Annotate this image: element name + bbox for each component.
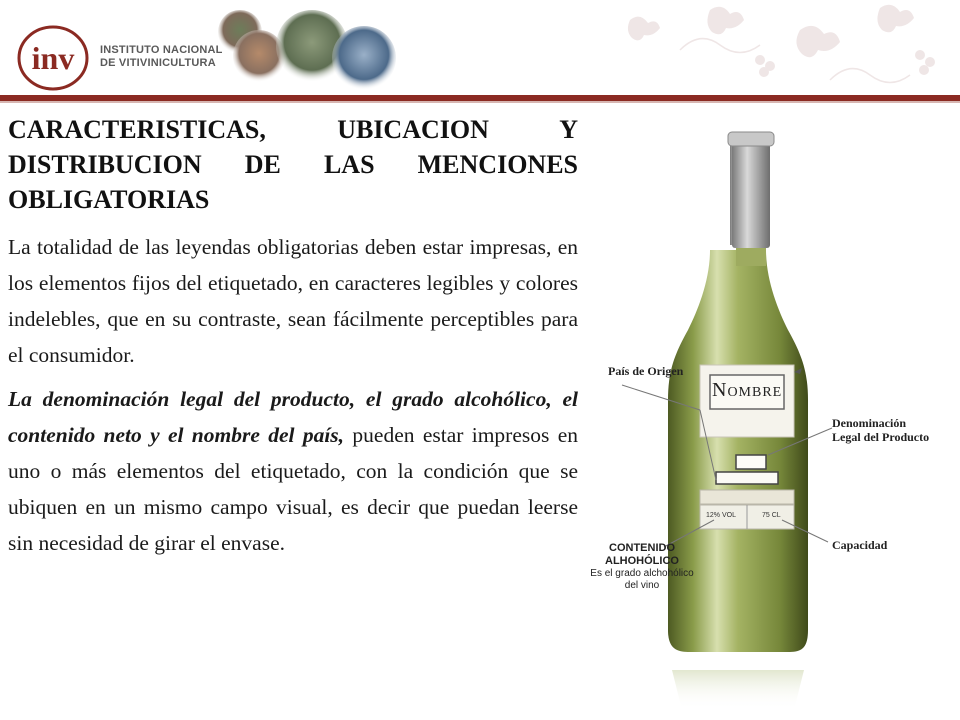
header (0, 0, 960, 100)
label-legal-denomination (832, 416, 929, 444)
bottle-band (716, 472, 778, 484)
alcohol-line1: CONTENIDO (609, 542, 675, 554)
paragraph-text: pueden estar impresos en uno o más elementos del etiquetado, con la condición que se ubiquen en un mismo campo visual, es decir que puedan leerse sin necesidad de girar el envase. (8, 423, 578, 555)
bottle-lower-label (700, 490, 794, 504)
bottle-volume-text: 75 CL (762, 512, 781, 519)
paragraph-visual-field (8, 381, 578, 561)
vineyard-photo-collage (214, 6, 404, 92)
vine-leaf-pattern (380, 0, 960, 95)
inv-logo (16, 24, 90, 92)
alcohol-line2: ALHOHÓLICO (605, 555, 679, 567)
bottle-name-text: Nombre (712, 379, 783, 401)
denomination-line2: Legal del Producto (832, 430, 930, 444)
org-name-line2: DE VITIVINICULTURA (100, 57, 216, 69)
alcohol-line3: Es el grado alchohólico (590, 568, 694, 579)
label-alcohol-content (590, 542, 694, 592)
wine-bottle-label-diagram (586, 110, 960, 720)
bottle-denomination-box (736, 455, 766, 469)
paragraph-emphasis: La denominación legal del producto, el grado alcohólico, el contenido neto y el nombre del país, (8, 387, 578, 447)
organization-name (100, 44, 223, 70)
denomination-line1: Denominación (832, 416, 907, 430)
header-rule-shadow (0, 101, 960, 103)
label-capacity: Capacidad (832, 538, 888, 552)
page-title: CARACTERISTICAS, UBICACION Y DISTRIBUCION DE LAS MENCIONES OBLIGATORIAS (8, 115, 578, 214)
main-content (8, 112, 578, 561)
bottle-capsule (732, 138, 770, 248)
org-name-line1: INSTITUTO NACIONAL (100, 44, 223, 56)
paragraph-legibility: La totalidad de las leyendas obligatorias deben estar impresas, en los elementos fijos del etiquetado, en caracteres legibles y colores indelebles, que en su contraste, sean fácilmente perceptibles para el consumidor. (8, 235, 578, 367)
bottle-alcohol-text: 12% VOL (706, 512, 736, 519)
logo-text: inv (31, 40, 75, 76)
alcohol-line4: del vino (624, 580, 660, 591)
label-country-of-origin: País de Origen (608, 364, 684, 378)
wine-bottle (586, 110, 960, 720)
